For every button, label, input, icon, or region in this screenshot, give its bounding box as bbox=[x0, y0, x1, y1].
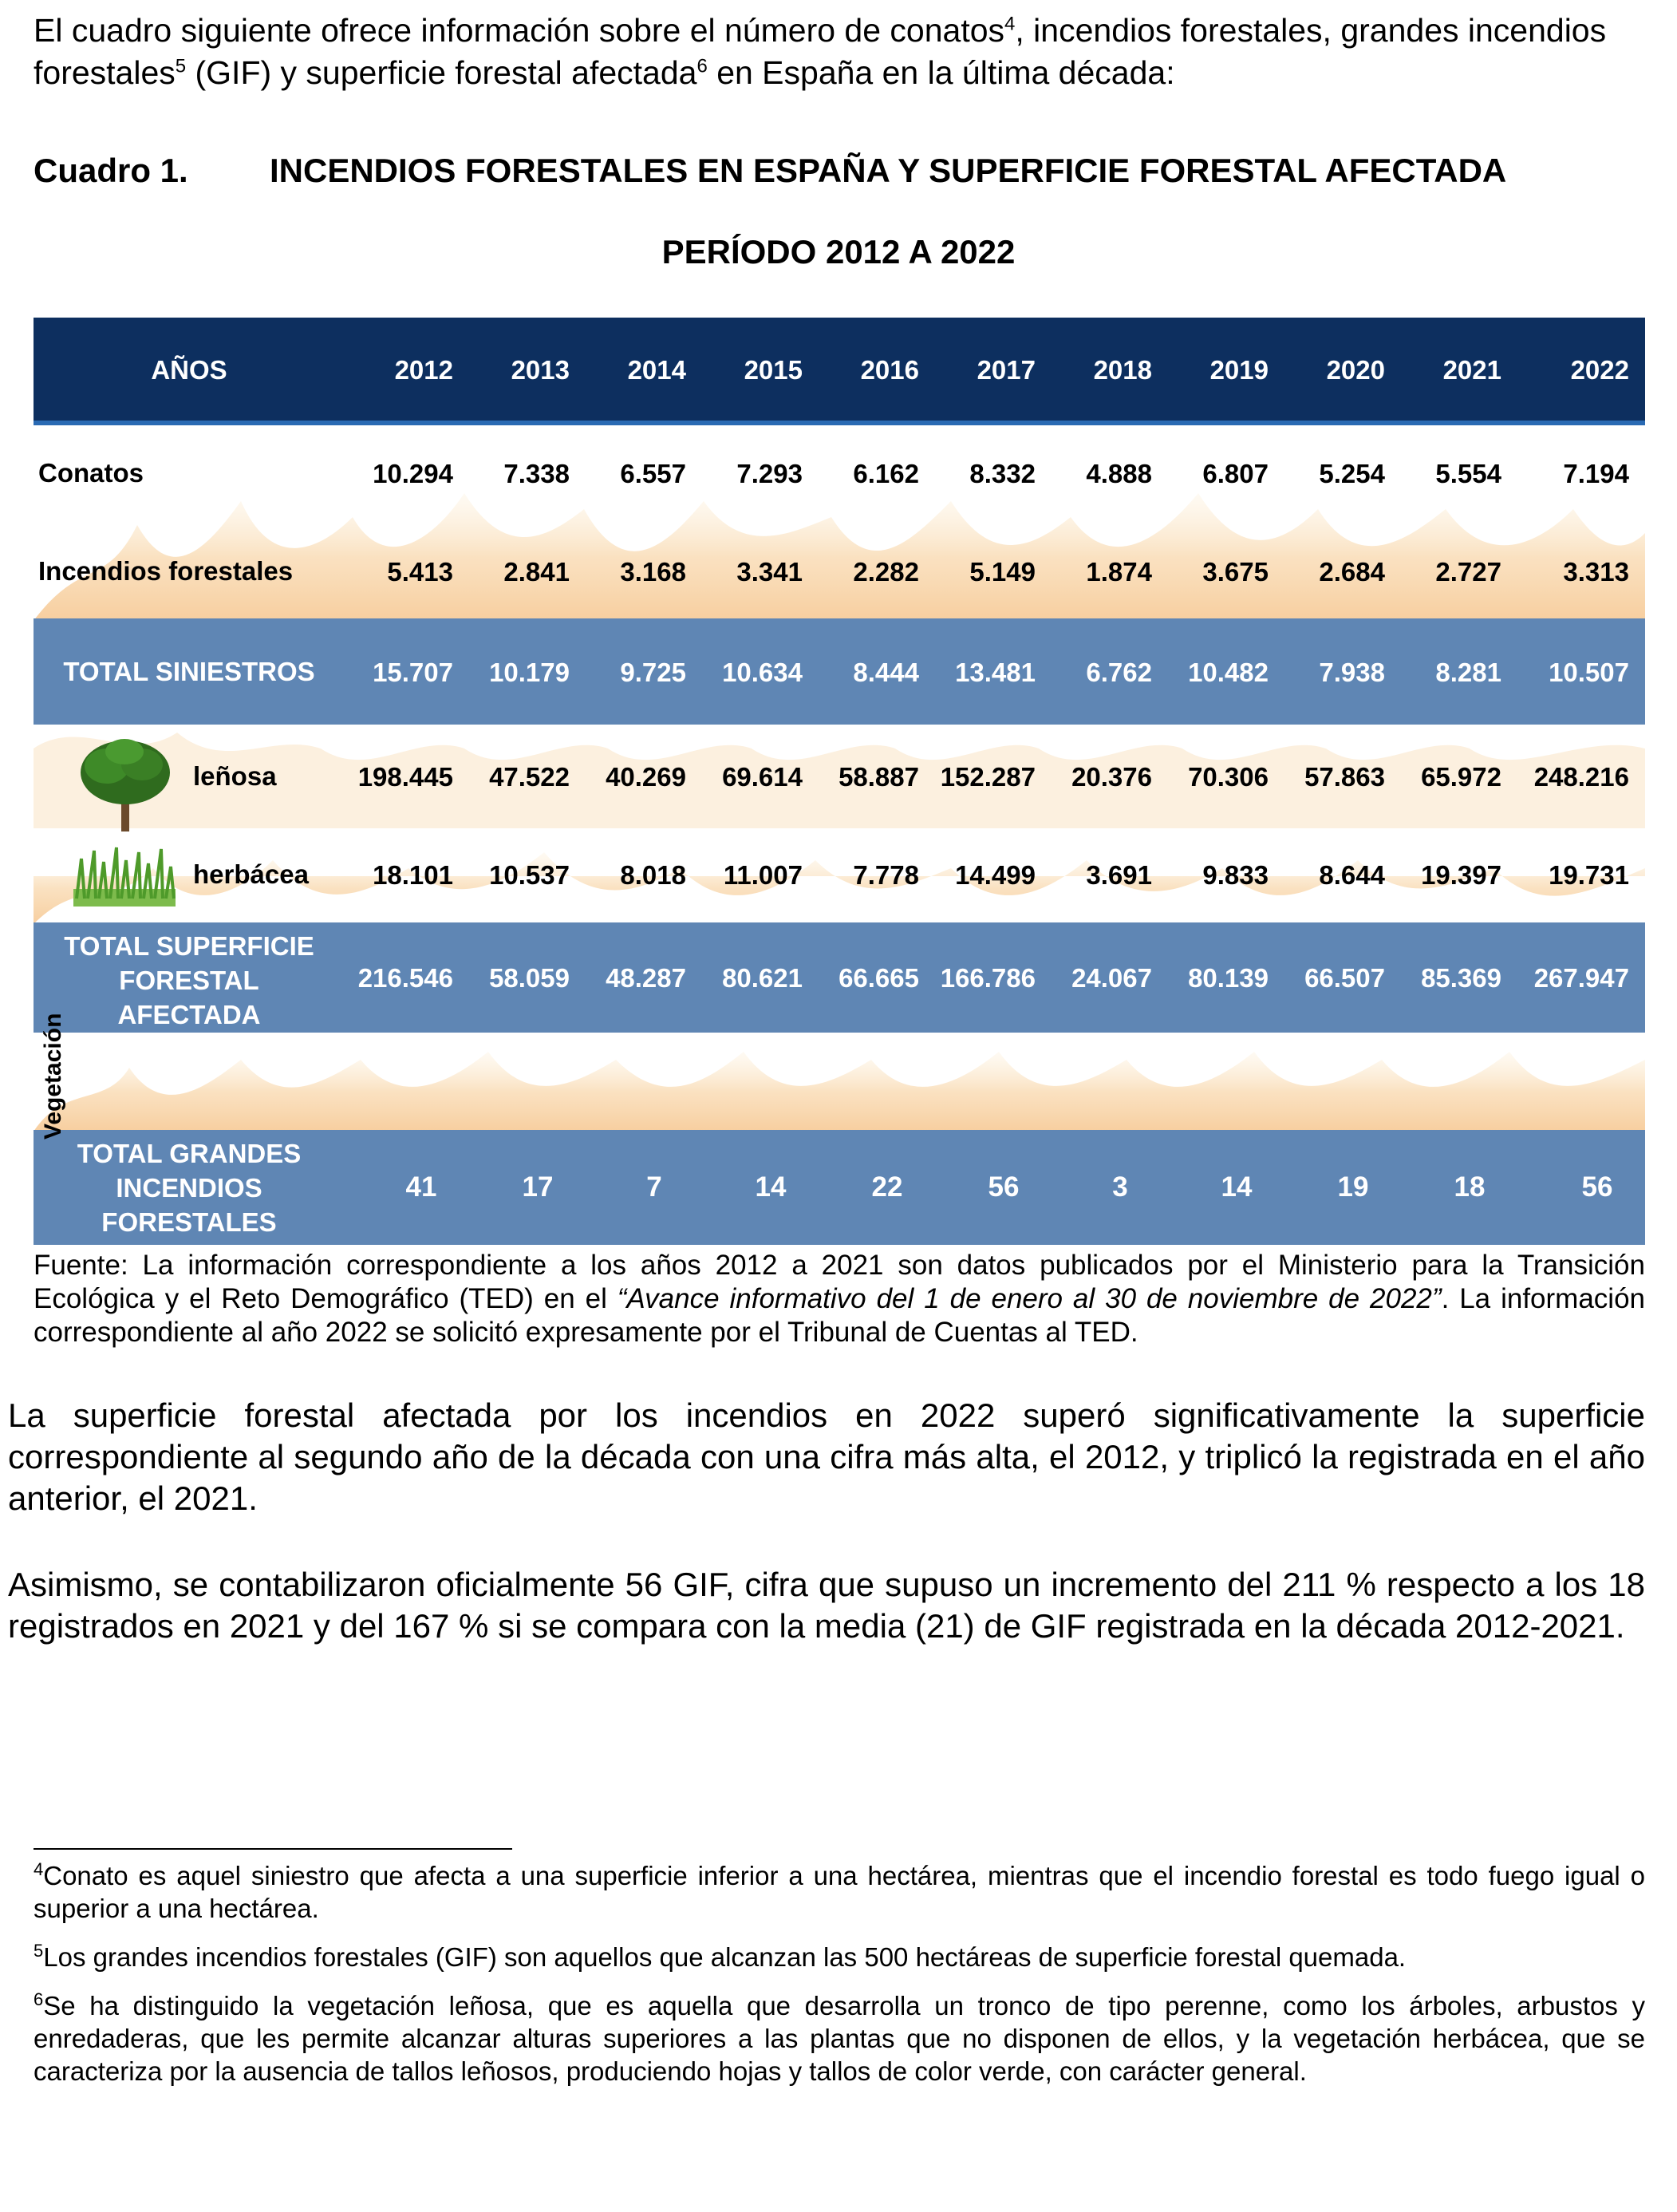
intro-text-3: (GIF) y superficie forestal afectada bbox=[186, 54, 697, 91]
row-label-total-gif bbox=[34, 1136, 345, 1239]
cell-total-superficie-2012: 216.546 bbox=[357, 963, 453, 993]
cell-total-gif-2015: 14 bbox=[755, 1171, 787, 1203]
cell-total-siniestros-2018: 6.762 bbox=[1086, 658, 1152, 687]
table-period: PERÍODO 2012 A 2022 bbox=[661, 233, 1016, 271]
row-label-total-siniestros: TOTAL SINIESTROS bbox=[63, 657, 315, 686]
cell-incendios-2018: 1.874 bbox=[1086, 557, 1152, 587]
cell-total-siniestros-2021: 8.281 bbox=[1435, 658, 1501, 687]
cell-incendios-2016: 2.282 bbox=[853, 557, 919, 587]
cell-conatos-2018: 4.888 bbox=[1086, 459, 1152, 488]
cell-conatos-2022: 7.194 bbox=[1563, 459, 1629, 488]
vegetation-label: Vegetación bbox=[40, 1013, 66, 1140]
footnote-number: 4 bbox=[34, 1859, 44, 1879]
cell-lenosa-2013: 47.522 bbox=[489, 762, 570, 792]
cell-total-superficie-2013: 58.059 bbox=[489, 963, 570, 993]
row-label-conatos: Conatos bbox=[38, 458, 144, 488]
cell-total-superficie-2017: 166.786 bbox=[940, 963, 1036, 993]
source-italic: “Avance informativo del 1 de enero al 30 de noviembre de 2022” bbox=[617, 1283, 1442, 1314]
cell-conatos-2016: 6.162 bbox=[853, 459, 919, 488]
grass-icon bbox=[73, 843, 176, 907]
cell-herbacea-2019: 9.833 bbox=[1202, 860, 1269, 890]
year-header-2020: 2020 bbox=[1326, 355, 1385, 385]
table-number: Cuadro 1. bbox=[34, 152, 188, 189]
cell-total-siniestros-2019: 10.482 bbox=[1188, 658, 1269, 687]
label-line: FORESTALES bbox=[101, 1207, 277, 1237]
cell-incendios-2013: 2.841 bbox=[503, 557, 570, 587]
cell-herbacea-2022: 19.731 bbox=[1549, 860, 1629, 890]
row-label-total-superficie bbox=[34, 929, 345, 1032]
cell-conatos-2017: 8.332 bbox=[969, 459, 1036, 488]
cell-incendios-2022: 3.313 bbox=[1563, 557, 1629, 587]
cell-lenosa-2017: 152.287 bbox=[940, 762, 1036, 792]
year-header-2013: 2013 bbox=[511, 355, 570, 385]
cell-lenosa-2012: 198.445 bbox=[357, 762, 453, 792]
cell-total-superficie-2021: 85.369 bbox=[1421, 963, 1501, 993]
cell-conatos-2013: 7.338 bbox=[503, 459, 570, 488]
body-paragraph-2: Asimismo, se contabilizaron oficialmente 56 GIF, cifra que supuso un incremento del 211 % respecto a los 18 registrados en 2021 y del 167 % si se compara con la media (21) de GIF registrada en la década 2012-2021. bbox=[8, 1566, 1645, 1645]
cell-conatos-2014: 6.557 bbox=[620, 459, 686, 488]
label-line: AFECTADA bbox=[117, 1000, 261, 1029]
cell-conatos-2021: 5.554 bbox=[1435, 459, 1501, 488]
fires-table bbox=[34, 318, 1645, 1245]
cell-herbacea-2013: 10.537 bbox=[489, 860, 570, 890]
cell-total-siniestros-2014: 9.725 bbox=[620, 658, 686, 687]
cell-total-gif-2021: 18 bbox=[1454, 1171, 1486, 1203]
cell-total-siniestros-2013: 10.179 bbox=[489, 658, 570, 687]
tree-icon bbox=[75, 734, 176, 835]
cell-incendios-2021: 2.727 bbox=[1435, 557, 1501, 587]
year-header-2021: 2021 bbox=[1442, 355, 1501, 385]
footnote-ref-4[interactable]: 4 bbox=[1004, 13, 1016, 35]
footnote-text: Se ha distinguido la vegetación leñosa, que es aquella que desarrolla un tronco de tipo perenne, como los árboles, arbustos y enredaderas, que les permite alcanzar alturas superiores a las plantas que no disponen de ellos, y la vegetación herbácea, que se caracteriza por la ausencia de tallos leñosos, produciendo hojas y tallos de color verde, con carácter general. bbox=[34, 1991, 1645, 2086]
row-label-incendios: Incendios forestales bbox=[38, 556, 294, 586]
cell-conatos-2020: 5.254 bbox=[1319, 459, 1385, 488]
cell-incendios-2014: 3.168 bbox=[620, 557, 686, 587]
cell-lenosa-2014: 40.269 bbox=[606, 762, 686, 792]
row-label-lenosa: leñosa bbox=[193, 761, 277, 791]
label-line: INCENDIOS bbox=[116, 1173, 262, 1203]
cell-total-gif-2016: 22 bbox=[871, 1171, 903, 1203]
cell-herbacea-2015: 11.007 bbox=[723, 860, 803, 890]
cell-lenosa-2016: 58.887 bbox=[838, 762, 919, 792]
cell-total-siniestros-2016: 8.444 bbox=[853, 658, 919, 687]
footnote-ref-5[interactable]: 5 bbox=[175, 55, 187, 77]
year-header-2015: 2015 bbox=[744, 355, 803, 385]
label-line: TOTAL SUPERFICIE bbox=[64, 931, 314, 961]
footnote-text: Los grandes incendios forestales (GIF) son aquellos que alcanzan las 500 hectáreas de superficie forestal quemada. bbox=[43, 1942, 1407, 1972]
source-note bbox=[34, 1249, 1645, 1349]
cell-total-superficie-2014: 48.287 bbox=[606, 963, 686, 993]
table-title: INCENDIOS FORESTALES EN ESPAÑA Y SUPERFICIE FORESTAL AFECTADA bbox=[270, 152, 1507, 189]
cell-incendios-2020: 2.684 bbox=[1319, 557, 1385, 587]
footnote-6 bbox=[34, 1989, 1645, 2088]
year-header-2019: 2019 bbox=[1209, 355, 1269, 385]
footnote-4 bbox=[34, 1859, 1645, 1925]
cell-conatos-2015: 7.293 bbox=[736, 459, 803, 488]
footnote-number: 6 bbox=[34, 1989, 44, 2009]
label-line: TOTAL GRANDES bbox=[77, 1139, 302, 1168]
footnote-separator bbox=[34, 1848, 512, 1850]
intro-paragraph bbox=[34, 10, 1645, 94]
cell-total-superficie-2018: 24.067 bbox=[1071, 963, 1152, 993]
source-text-2: . La información correspondiente al año 2022 se solicitó expresamente por el Tribunal de Cuentas al TED. bbox=[34, 1283, 1645, 1348]
cell-lenosa-2019: 70.306 bbox=[1188, 762, 1269, 792]
cell-herbacea-2012: 18.101 bbox=[373, 860, 453, 890]
cell-herbacea-2018: 3.691 bbox=[1086, 860, 1152, 890]
cell-conatos-2012: 10.294 bbox=[373, 459, 453, 488]
cell-lenosa-2015: 69.614 bbox=[722, 762, 803, 792]
cell-lenosa-2021: 65.972 bbox=[1421, 762, 1501, 792]
footnote-5 bbox=[34, 1941, 1645, 1973]
cell-total-superficie-2016: 66.665 bbox=[838, 963, 919, 993]
cell-total-gif-2019: 14 bbox=[1221, 1171, 1253, 1203]
cell-herbacea-2017: 14.499 bbox=[955, 860, 1036, 890]
cell-herbacea-2021: 19.397 bbox=[1421, 860, 1501, 890]
cell-incendios-2012: 5.413 bbox=[387, 557, 453, 587]
row-label-herbacea: herbácea bbox=[193, 859, 309, 889]
year-header-2018: 2018 bbox=[1093, 355, 1152, 385]
cell-lenosa-2018: 20.376 bbox=[1071, 762, 1152, 792]
header-rule bbox=[34, 421, 1645, 425]
header-label: AÑOS bbox=[151, 355, 227, 385]
cell-incendios-2017: 5.149 bbox=[969, 557, 1036, 587]
footnote-ref-6[interactable]: 6 bbox=[696, 55, 708, 77]
cell-herbacea-2016: 7.778 bbox=[853, 860, 919, 890]
cell-total-siniestros-2015: 10.634 bbox=[722, 658, 803, 687]
year-header-2014: 2014 bbox=[627, 355, 686, 385]
cell-total-gif-2013: 17 bbox=[522, 1171, 554, 1203]
cell-lenosa-2022: 248.216 bbox=[1533, 762, 1629, 792]
intro-text-4: en España en la última década: bbox=[707, 54, 1175, 91]
source-text-1: Fuente: La información correspondiente a los años 2012 a 2021 son datos publicados por el Ministerio para la Transición Ecológica y el Reto Demográfico (TED) en el bbox=[34, 1250, 1645, 1314]
cell-total-gif-2017: 56 bbox=[988, 1171, 1020, 1203]
label-line: FORESTAL bbox=[119, 966, 259, 995]
cell-total-siniestros-2020: 7.938 bbox=[1319, 658, 1385, 687]
cell-total-superficie-2022: 267.947 bbox=[1533, 963, 1629, 993]
year-header-2012: 2012 bbox=[394, 355, 453, 385]
year-header-2022: 2022 bbox=[1570, 355, 1629, 385]
cell-total-siniestros-2022: 10.507 bbox=[1549, 658, 1629, 687]
cell-incendios-2019: 3.675 bbox=[1202, 557, 1269, 587]
flame-shape bbox=[34, 1052, 1645, 1132]
year-header-2017: 2017 bbox=[977, 355, 1036, 385]
cell-total-gif-2020: 19 bbox=[1337, 1171, 1369, 1203]
footnote-number: 5 bbox=[34, 1941, 44, 1961]
cell-total-gif-2014: 7 bbox=[646, 1171, 662, 1203]
cell-total-superficie-2020: 66.507 bbox=[1304, 963, 1385, 993]
cell-total-gif-2018: 3 bbox=[1112, 1171, 1128, 1203]
cell-herbacea-2014: 8.018 bbox=[620, 860, 686, 890]
cell-total-superficie-2015: 80.621 bbox=[722, 963, 803, 993]
cell-total-gif-2012: 41 bbox=[405, 1171, 437, 1203]
intro-text-2: , incendios forestales, grandes incendios forestales bbox=[34, 12, 1607, 91]
intro-text-1: El cuadro siguiente ofrece información sobre el número de conatos bbox=[34, 12, 1005, 49]
footnote-text: Conato es aquel siniestro que afecta a una superficie inferior a una hectárea, mientras que el incendio forestal es todo fuego igual o superior a una hectárea. bbox=[34, 1861, 1645, 1923]
body-paragraph-1: La superficie forestal afectada por los incendios en 2022 superó significativamente la superficie correspondiente al segundo año de la década con una cifra más alta, el 2012, y triplicó la registrada en el año anterior, el 2021. bbox=[8, 1396, 1645, 1517]
cell-lenosa-2020: 57.863 bbox=[1304, 762, 1385, 792]
cell-total-gif-2022: 56 bbox=[1581, 1171, 1613, 1203]
cell-herbacea-2020: 8.644 bbox=[1319, 860, 1385, 890]
cell-total-siniestros-2012: 15.707 bbox=[373, 658, 453, 687]
cell-incendios-2015: 3.341 bbox=[736, 557, 803, 587]
cell-total-superficie-2019: 80.139 bbox=[1188, 963, 1269, 993]
cell-conatos-2019: 6.807 bbox=[1202, 459, 1269, 488]
year-header-2016: 2016 bbox=[860, 355, 919, 385]
cell-total-siniestros-2017: 13.481 bbox=[955, 658, 1036, 687]
